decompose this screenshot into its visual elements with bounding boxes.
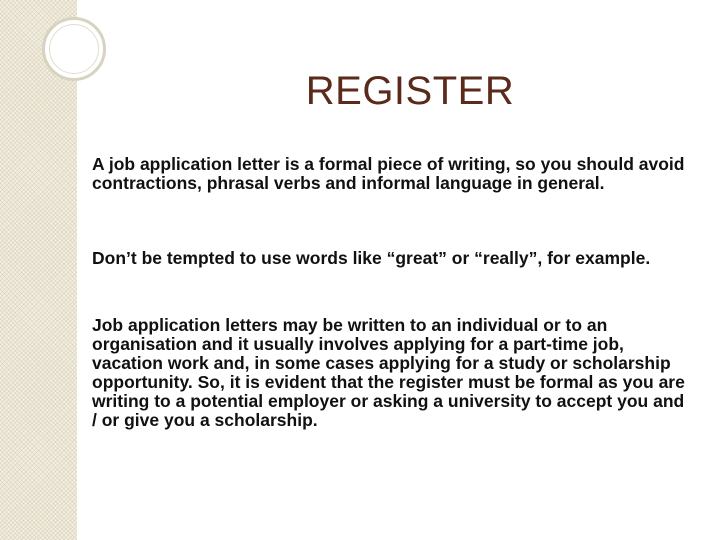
- decorative-side-band: [0, 0, 77, 540]
- slide-title: REGISTER: [305, 68, 515, 113]
- paragraph-1: A job application letter is a formal piece of writing, so you should avoid contractions, phrasal verbs and informal language in general.: [92, 154, 685, 193]
- paragraph-3: Job application letters may be written to an individual or to an organisation and it usually involves applying for a part-time job, vacation work and, in some cases applying for a study or scholarship opportunity. So, it is evident that the register must be formal as you are writing to a potential employer or asking a university to accept you and / or give you a scholarship.: [92, 315, 685, 430]
- paragraph-2: Don’t be tempted to use words like “great” or “really”, for example.: [92, 248, 651, 268]
- decorative-inner-ring-icon: [49, 24, 99, 74]
